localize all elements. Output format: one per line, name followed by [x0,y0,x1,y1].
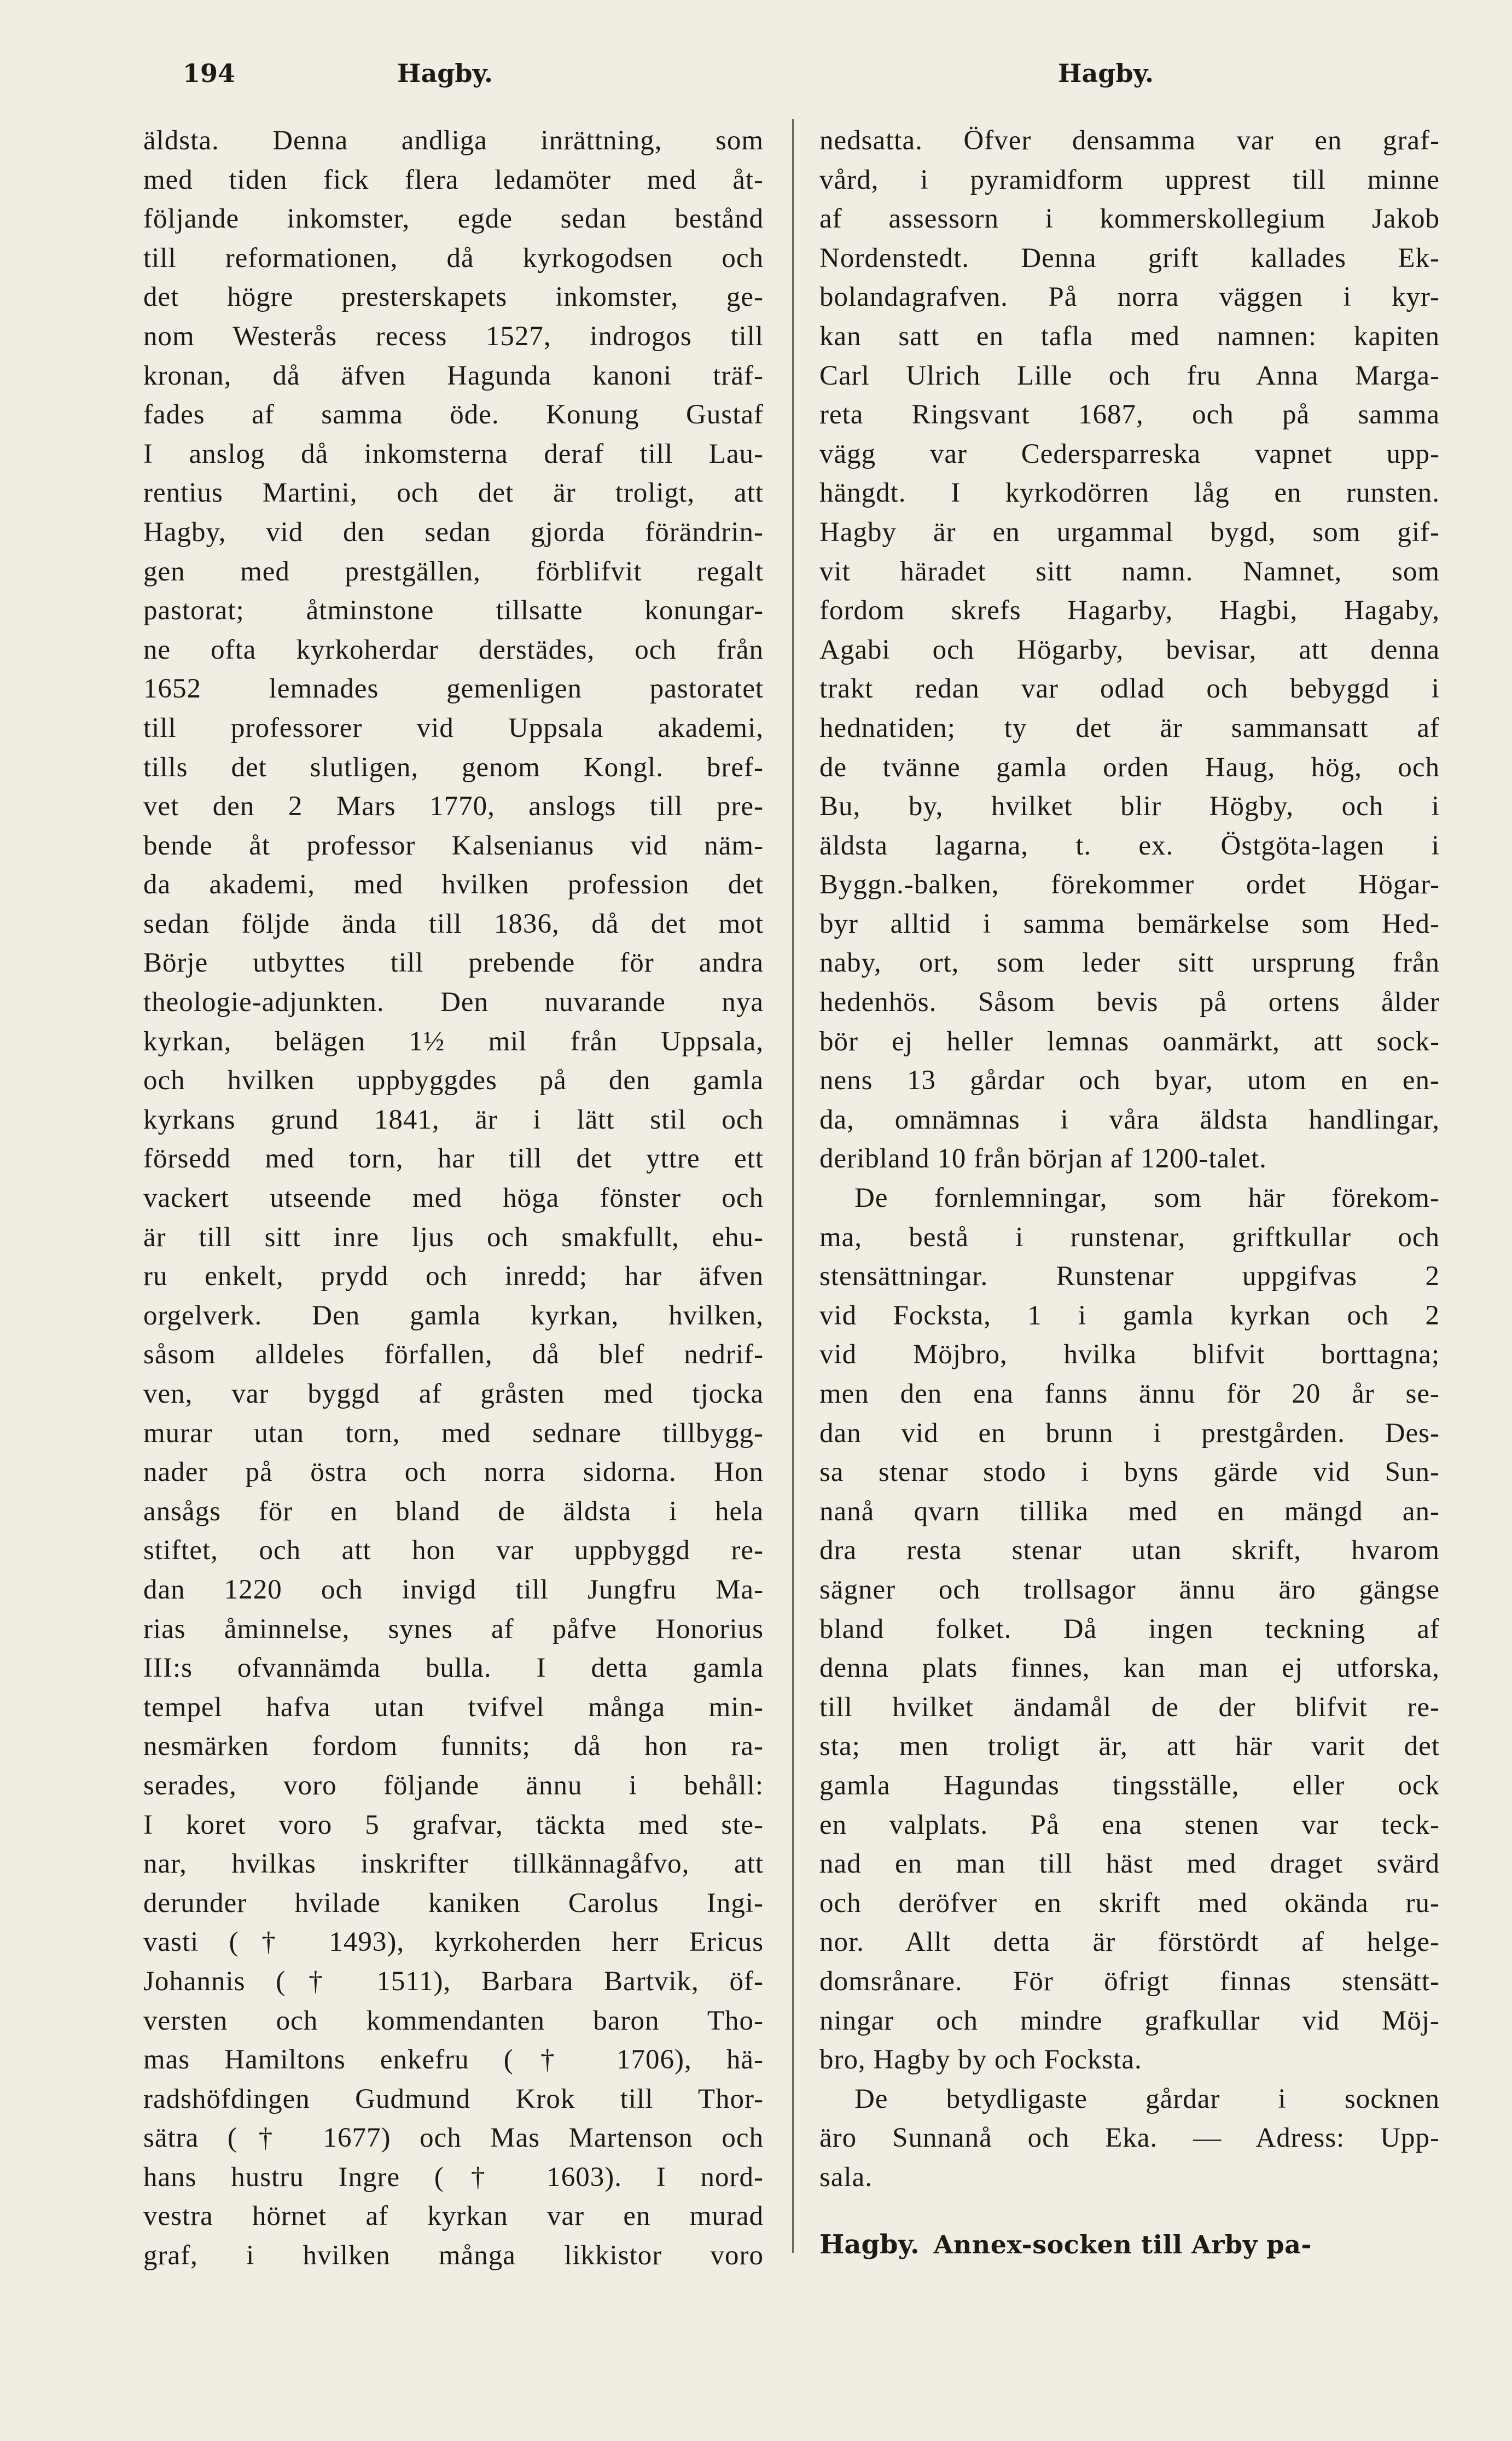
text-line: bör ej heller lemnas oanmärkt, att sock- [819,1026,1440,1057]
text-line: rias åminnelse, synes af påfve Honorius [143,1613,764,1644]
text-line: men den ena fanns ännu för 20 år se- [819,1379,1440,1409]
text-line: till reformationen, då kyrkogodsen och [143,242,764,274]
text-line: I anslog då inkomsterna deraf till Lau- [143,438,764,469]
next-entry [819,2225,1440,2265]
entry-text: Annex-socken till Arby pa- [933,2230,1312,2260]
text-line: De betydligaste gårdar i socknen [854,2083,1440,2114]
text-line: sätra († 1677) och Mas Martenson och [143,2123,764,2154]
text-line: Johannis († 1511), Barbara Bartvik, öf- [143,1966,764,1997]
text-line: äldsta lagarna, t. ex. Östgöta-lagen i [819,830,1440,861]
right-column [819,121,1440,2265]
text-line: nedsatta. Öfver densamma var en graf- [819,125,1440,156]
text-line: Börje utbyttes till prebende för andra [143,948,764,979]
text-line: till hvilket ändamål de der blifvit re- [819,1692,1440,1723]
running-head-left: Hagby. [397,59,493,88]
text-line: dan vid en brunn i prestgården. Des- [819,1417,1440,1449]
entry-gap [819,2197,1440,2225]
text-line: af assessorn i kommerskollegium Jakob [819,204,1440,235]
text-line: theologie-adjunkten. Den nuvarande nya [143,987,764,1018]
text-line: och hvilken uppbyggdes på den gamla [143,1065,764,1096]
text-line: bende åt professor Kalsenianus vid näm- [143,830,764,861]
text-line: hedenhös. Såsom bevis på ortens ålder [819,987,1440,1018]
text-line: I koret voro 5 grafvar, täckta med ste- [143,1809,764,1840]
paragraph-church [819,121,1440,1179]
text-line: kyrkan, belägen 1½ mil från Uppsala, [143,1026,764,1057]
text-line: orgelverk. Den gamla kyrkan, hvilken, [143,1300,764,1331]
text-line: äro Sunnanå och Eka. — Adress: Upp- [819,2123,1440,2154]
text-line: fordom skrefs Hagarby, Hagbi, Hagaby, [819,595,1440,626]
paragraph-antiquities [819,1179,1440,2080]
text-line: vägg var Cedersparreska vapnet upp- [819,438,1440,469]
text-line: ne ofta kyrkoherdar derstädes, och från [143,634,764,665]
text-line: Bu, by, hvilket blir Högby, och i [819,791,1440,822]
text-line: Byggn.-balken, förekommer ordet Högar- [819,869,1440,900]
text-line: deribland 10 från början af 1200-talet. [819,1143,1267,1175]
text-line: nanå qvarn tillika med en mängd an- [819,1496,1440,1527]
text-line: dan 1220 och invigd till Jungfru Ma- [143,1574,764,1605]
text-line: tills det slutligen, genom Kongl. bref- [143,752,764,783]
text-line: vid Möjbro, hvilka blifvit borttagna; [819,1339,1440,1370]
text-line: sa stenar stodo i byns gärde vid Sun- [819,1457,1440,1488]
text-line: ma, bestå i runstenar, griftkullar och [819,1222,1440,1253]
text-line: nar, hvilkas inskrifter tillkännagåfvo, att [143,1849,764,1880]
text-line: stiftet, och att hon var uppbyggd re- [143,1535,764,1566]
text-line: det högre presterskapets inkomster, ge- [143,282,764,313]
text-line: byr alltid i samma bemärkelse som Hed- [819,908,1440,939]
text-line: reta Ringsvant 1687, och på samma [819,399,1440,431]
text-line: och deröfver en skrift med okända ru- [819,1887,1440,1919]
text-line: bro, Hagby by och Focksta. [819,2044,1142,2076]
page-number: 194 [183,59,236,88]
text-line: da akademi, med hvilken profession det [143,869,764,900]
text-line: domsrånare. För öfrigt finnas stensätt- [819,1966,1440,1997]
text-line: hans hustru Ingre († 1603). I nord- [143,2161,764,2193]
text-line: mas Hamiltons enkefru († 1706), hä- [143,2044,764,2076]
text-line: kronan, då äfven Hagunda kanoni träf- [143,360,764,391]
text-line: III:s ofvannämda bulla. I detta gamla [143,1653,764,1684]
text-line: ningar och mindre grafkullar vid Möj- [819,2005,1440,2036]
text-line: nader på östra och norra sidorna. Hon [143,1457,764,1488]
text-line: nesmärken fordom funnits; då hon ra- [143,1731,764,1762]
text-line: murar utan torn, med sednare tillbygg- [143,1417,764,1449]
text-line: ru enkelt, prydd och inredd; har äfven [143,1261,764,1292]
text-line: vet den 2 Mars 1770, anslogs till pre- [143,791,764,822]
text-line: hängdt. I kyrkodörren låg en runsten. [819,478,1440,509]
left-column [143,121,764,2276]
text-line: nom Westerås recess 1527, indrogos till [143,321,764,352]
text-line: versten och kommendanten baron Tho- [143,2005,764,2036]
text-line: radshöfdingen Gudmund Krok till Thor- [143,2083,764,2114]
text-line: Hagby, vid den sedan gjorda förändrin- [143,516,764,548]
text-line: serades, voro följande ännu i behåll: [143,1770,764,1801]
text-line: bolandagrafven. På norra väggen i kyr- [819,282,1440,313]
text-line: naby, ort, som leder sitt ursprung från [819,948,1440,979]
column-divider [792,119,794,2253]
text-line: tempel hafva utan tvifvel många min- [143,1692,764,1723]
text-line: bland folket. Då ingen teckning af [819,1613,1440,1644]
text-line: de tvänne gamla orden Haug, hög, och [819,752,1440,783]
entry-headword: Hagby. [819,2229,920,2260]
text-line: rentius Martini, och det är troligt, att [143,478,764,509]
text-line: till professorer vid Uppsala akademi, [143,712,764,743]
text-line: såsom alldeles förfallen, då blef nedrif- [143,1339,764,1370]
text-line: gamla Hagundas tingsställe, eller ock [819,1770,1440,1801]
text-line: stensättningar. Runstenar uppgifvas 2 [819,1261,1440,1292]
text-line: dra resta stenar utan skrift, hvarom [819,1535,1440,1566]
text-line: nad en man till häst med draget svärd [819,1849,1440,1880]
text-line: äldsta. Denna andliga inrättning, som [143,125,764,156]
text-line: kyrkans grund 1841, är i lätt stil och [143,1104,764,1135]
text-line: sta; men troligt är, att här varit det [819,1731,1440,1762]
text-line: sedan följde ända till 1836, då det mot [143,908,764,939]
text-line: 1652 lemnades gemenligen pastoratet [143,673,764,705]
text-line: pastorat; åtminstone tillsatte konungar- [143,595,764,626]
text-line: vård, i pyramidform upprest till minne [819,164,1440,195]
text-line: vestra hörnet af kyrkan var en murad [143,2201,764,2232]
text-line: gen med prestgällen, förblifvit regalt [143,556,764,587]
text-line: nor. Allt detta är förstördt af helge- [819,1927,1440,1958]
text-line: hednatiden; ty det är sammansatt af [819,712,1440,743]
text-line: vackert utseende med höga fönster och [143,1183,764,1214]
text-line: kan satt en tafla med namnen: kapiten [819,321,1440,352]
text-line: nens 13 gårdar och byar, utom en en- [819,1065,1440,1096]
text-line: vasti († 1493), kyrkoherden herr Ericus [143,1927,764,1958]
text-line: derunder hvilade kaniken Carolus Ingi- [143,1887,764,1919]
paragraph-estates [819,2080,1440,2198]
text-line: fades af samma öde. Konung Gustaf [143,399,764,431]
text-line: trakt redan var odlad och bebyggd i [819,673,1440,705]
text-line: sala. [819,2161,873,2193]
text-line: vit häradet sitt namn. Namnet, som [819,556,1440,587]
text-line: följande inkomster, egde sedan bestånd [143,204,764,235]
text-line: sägner och trollsagor ännu äro gängse [819,1574,1440,1605]
text-line: är till sitt inre ljus och smakfullt, ehu- [143,1222,764,1253]
text-line: Carl Ulrich Lille och fru Anna Marga- [819,360,1440,391]
text-line: De fornlemningar, som här förekom- [854,1183,1440,1214]
text-line: Nordenstedt. Denna grift kallades Ek- [819,242,1440,274]
text-line: en valplats. På ena stenen var teck- [819,1809,1440,1840]
text-line: vid Focksta, 1 i gamla kyrkan och 2 [819,1300,1440,1331]
text-line: med tiden fick flera ledamöter med åt- [143,164,764,195]
running-head-right: Hagby. [1058,59,1154,88]
text-line: Hagby är en urgammal bygd, som gif- [819,516,1440,548]
text-line: da, omnämnas i våra äldsta handlingar, [819,1104,1440,1135]
text-line: denna plats finnes, kan man ej utforska, [819,1653,1440,1684]
text-line: ansågs för en bland de äldsta i hela [143,1496,764,1527]
text-line: ven, var byggd af gråsten med tjocka [143,1379,764,1409]
text-line: försedd med torn, har till det yttre ett [143,1143,764,1175]
text-line: Agabi och Högarby, bevisar, att denna [819,634,1440,665]
text-line: graf, i hvilken många likkistor voro [143,2240,764,2271]
